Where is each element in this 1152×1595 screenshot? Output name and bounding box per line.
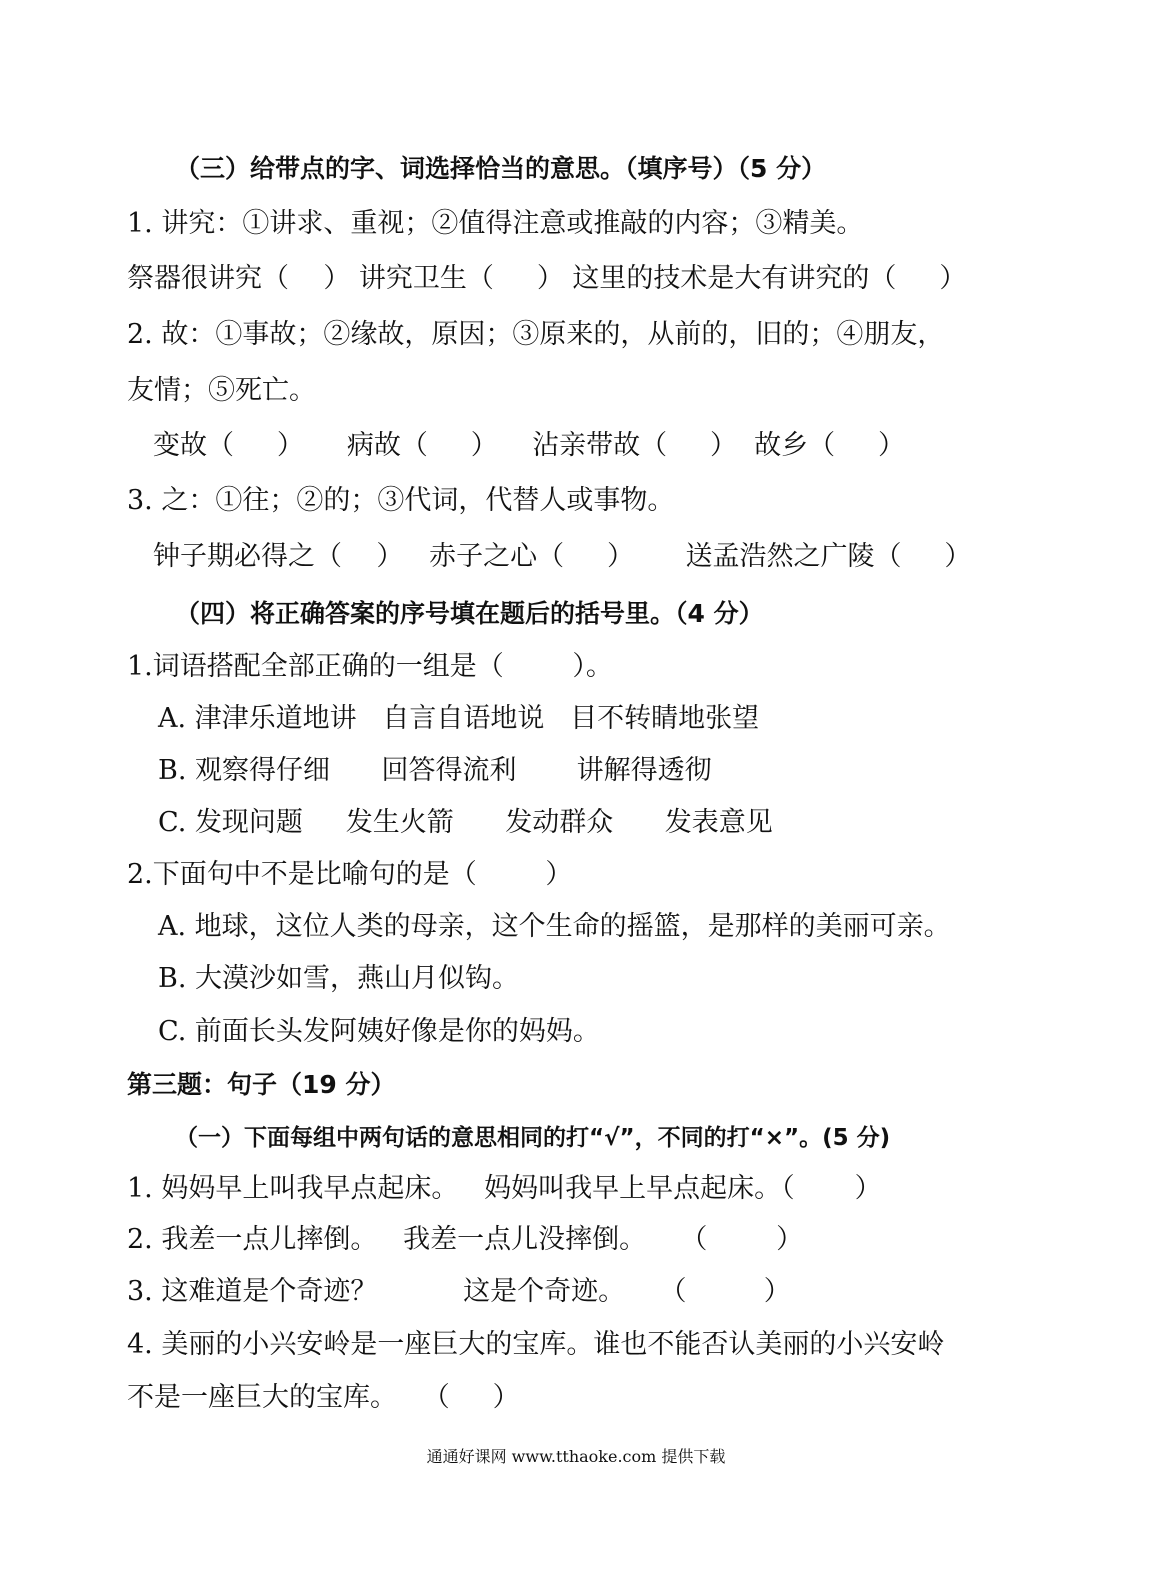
line-12: B. 观察得仔细 回答得流利 讲解得透彻 bbox=[158, 755, 712, 786]
line-3: 祭器很讲究（ ） 讲究卫生（ ） 这里的技术是大有讲究的（ ） bbox=[127, 263, 967, 294]
line-9: （四）将正确答案的序号填在题后的括号里。（4 分） bbox=[175, 599, 764, 628]
page-footer: 通通好课网 www.tthaoke.com 提供下载 bbox=[426, 1447, 726, 1466]
line-24: 不是一座巨大的宝库。 （ ） bbox=[127, 1382, 520, 1413]
line-1: （三）给带点的字、词选择恰当的意思。（填序号）（5 分） bbox=[175, 154, 827, 183]
line-2: 1. 讲究：①讲求、重视；②值得注意或推敲的内容；③精美。 bbox=[127, 208, 864, 239]
line-19: （一）下面每组中两句话的意思相同的打“√”，不同的打“×”。(5 分) bbox=[175, 1125, 891, 1151]
line-15: A. 地球，这位人类的母亲，这个生命的摇篮，是那样的美丽可亲。 bbox=[158, 911, 951, 942]
line-6: 变故（ ） 病故（ ） 沾亲带故（ ） 故乡（ ） bbox=[153, 430, 906, 461]
line-23: 4. 美丽的小兴安岭是一座巨大的宝库。谁也不能否认美丽的小兴安岭 bbox=[127, 1329, 945, 1360]
line-13: C. 发现问题 发生火箭 发动群众 发表意见 bbox=[158, 807, 773, 838]
line-10: 1.词语搭配全部正确的一组是（ ）。 bbox=[127, 651, 613, 682]
line-5: 友情；⑤死亡。 bbox=[127, 375, 316, 406]
line-18: 第三题：句子（19 分） bbox=[127, 1070, 396, 1099]
line-20: 1. 妈妈早上叫我早点起床。 妈妈叫我早上早点起床。（ ） bbox=[127, 1173, 882, 1204]
line-11: A. 津津乐道地讲 自言自语地说 目不转睛地张望 bbox=[158, 703, 760, 734]
line-8: 钟子期必得之（ ） 赤子之心（ ） 送孟浩然之广陵（ ） bbox=[153, 541, 972, 572]
line-16: B. 大漠沙如雪，燕山月似钩。 bbox=[158, 963, 520, 994]
line-4: 2. 故：①事故；②缘故，原因；③原来的，从前的，旧的；④朋友， bbox=[127, 319, 945, 350]
line-14: 2.下面句中不是比喻句的是（ ） bbox=[127, 859, 573, 890]
line-21: 2. 我差一点儿摔倒。 我差一点儿没摔倒。 （ ） bbox=[127, 1224, 804, 1255]
line-7: 3. 之：①往；②的；③代词，代替人或事物。 bbox=[127, 485, 675, 516]
line-22: 3. 这难道是个奇迹？ 这是个奇迹。 （ ） bbox=[127, 1276, 791, 1307]
line-17: C. 前面长头发阿姨好像是你的妈妈。 bbox=[158, 1016, 600, 1047]
